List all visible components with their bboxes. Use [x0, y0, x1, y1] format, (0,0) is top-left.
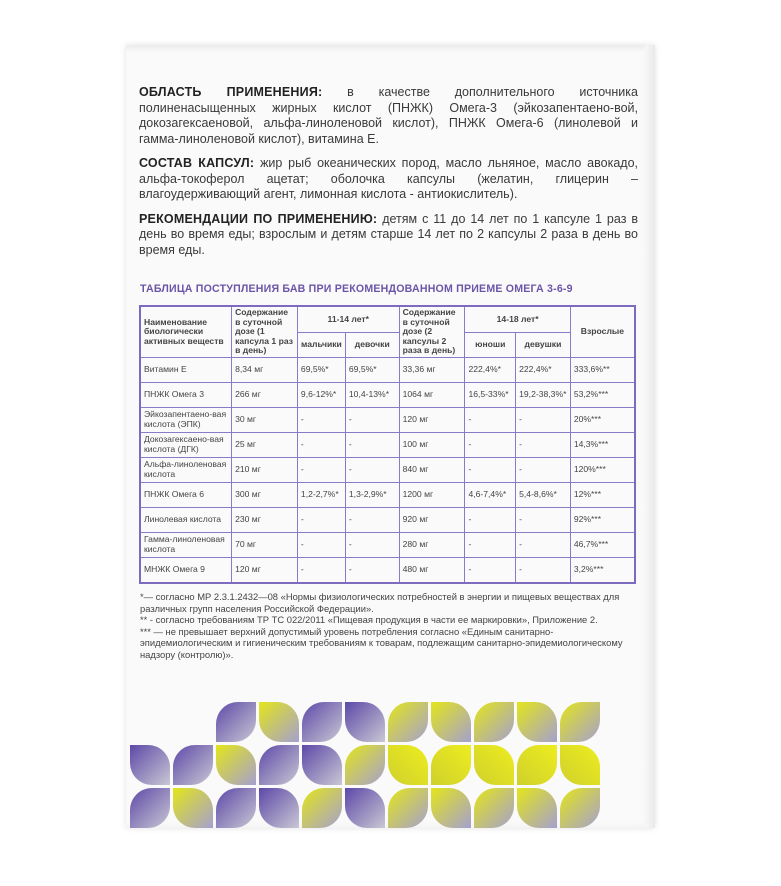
header-boys: мальчики	[297, 332, 345, 357]
cell-dose1: 25 мг	[232, 432, 298, 457]
pattern-tile	[517, 702, 557, 742]
pattern-tile	[388, 745, 428, 785]
cell-boys: -	[297, 507, 345, 532]
cell-girls: 1,3-2,9%*	[345, 482, 399, 507]
pattern-tile	[130, 788, 170, 828]
cell-youths: -	[465, 407, 516, 432]
footnotes	[140, 591, 640, 660]
cell-boys: -	[297, 557, 345, 583]
cell-maidens: -	[516, 432, 571, 457]
pattern-tile	[560, 745, 600, 785]
pattern-tile	[431, 702, 471, 742]
pattern-tile	[474, 702, 514, 742]
pattern-tile	[259, 745, 299, 785]
cell-boys: 9,6-12%*	[297, 382, 345, 407]
table-title: ТАБЛИЦА ПОСТУПЛЕНИЯ БАВ ПРИ РЕКОМЕНДОВАННОМ ПРИЕМЕ ОМЕГА 3-6-9	[140, 283, 573, 295]
area-heading: ОБЛАСТЬ ПРИМЕНЕНИЯ:	[139, 85, 323, 99]
table-row	[140, 482, 635, 507]
cell-name: Гамма-линоленовая кислота	[140, 532, 232, 557]
header-dose1: Содержание в суточной дозе (1 капсула 1 раз в день)	[232, 306, 298, 357]
cell-youths: -	[465, 557, 516, 583]
cell-maidens: -	[516, 457, 571, 482]
table-row	[140, 507, 635, 532]
pattern-tile	[216, 745, 256, 785]
cell-youths: 222,4%*	[465, 357, 516, 382]
pattern-tile	[474, 788, 514, 828]
cell-youths: -	[465, 457, 516, 482]
cell-dose1: 8,34 мг	[232, 357, 298, 382]
cell-girls: -	[345, 507, 399, 532]
cell-youths: 4,6-7,4%*	[465, 482, 516, 507]
header-group-14-18: 14-18 лет*	[465, 306, 570, 332]
cell-dose2: 1064 мг	[399, 382, 465, 407]
cell-dose2: 920 мг	[399, 507, 465, 532]
pattern-tile	[431, 788, 471, 828]
cell-girls: -	[345, 432, 399, 457]
cell-boys: -	[297, 532, 345, 557]
pattern-tile	[388, 788, 428, 828]
cell-youths: -	[465, 532, 516, 557]
header-maidens: девушки	[516, 332, 571, 357]
decorative-pattern	[126, 700, 655, 828]
pattern-tile	[431, 745, 471, 785]
header-group-11-14: 11-14 лет*	[297, 306, 399, 332]
pattern-tile	[173, 745, 213, 785]
cell-dose1: 230 мг	[232, 507, 298, 532]
table-row	[140, 532, 635, 557]
cell-adults: 3,2%***	[570, 557, 635, 583]
pattern-tile	[259, 788, 299, 828]
cell-dose1: 300 мг	[232, 482, 298, 507]
package-back	[126, 45, 655, 828]
cell-adults: 20%***	[570, 407, 635, 432]
composition-paragraph	[139, 156, 638, 203]
cell-adults: 333,6%**	[570, 357, 635, 382]
cell-maidens: -	[516, 532, 571, 557]
cell-dose2: 1200 мг	[399, 482, 465, 507]
cell-youths: 16,5-33%*	[465, 382, 516, 407]
cell-name: Альфа-линоленовая кислота	[140, 457, 232, 482]
cell-dose2: 840 мг	[399, 457, 465, 482]
header-girls: девочки	[345, 332, 399, 357]
cell-name: Витамин Е	[140, 357, 232, 382]
pattern-tile	[345, 788, 385, 828]
cell-dose2: 480 мг	[399, 557, 465, 583]
cell-dose2: 280 мг	[399, 532, 465, 557]
pattern-tile	[216, 702, 256, 742]
cell-dose1: 70 мг	[232, 532, 298, 557]
cell-maidens: -	[516, 407, 571, 432]
table-row	[140, 357, 635, 382]
cell-adults: 12%***	[570, 482, 635, 507]
cell-girls: -	[345, 532, 399, 557]
header-youths: юноши	[465, 332, 516, 357]
cell-boys: -	[297, 457, 345, 482]
table-row	[140, 432, 635, 457]
pattern-tile	[345, 702, 385, 742]
pattern-tile	[345, 745, 385, 785]
pattern-tile	[517, 788, 557, 828]
header-adults: Взрослые	[570, 306, 635, 357]
cell-dose1: 210 мг	[232, 457, 298, 482]
cell-maidens: 19,2-38,3%*	[516, 382, 571, 407]
pattern-tile	[474, 745, 514, 785]
cell-name: МНЖК Омега 9	[140, 557, 232, 583]
table-row	[140, 407, 635, 432]
cell-dose1: 120 мг	[232, 557, 298, 583]
cell-maidens: 5,4-8,6%*	[516, 482, 571, 507]
cell-name: ПНЖК Омега 3	[140, 382, 232, 407]
recommendations-heading: РЕКОМЕНДАЦИИ ПО ПРИМЕНЕНИЮ:	[139, 211, 378, 226]
bav-table	[139, 305, 636, 584]
cell-boys: -	[297, 407, 345, 432]
pattern-tile	[259, 702, 299, 742]
cell-youths: -	[465, 432, 516, 457]
pattern-tile	[173, 788, 213, 828]
table-row	[140, 557, 635, 583]
cell-boys: -	[297, 432, 345, 457]
pattern-tile	[388, 702, 428, 742]
cell-name: Докозагексаено-вая кислота (ДГК)	[140, 432, 232, 457]
pattern-tile	[130, 745, 170, 785]
cell-name: Линолевая кислота	[140, 507, 232, 532]
cell-maidens: -	[516, 557, 571, 583]
description-block	[139, 85, 638, 267]
area-paragraph	[139, 85, 638, 147]
composition-text: жир рыб океанических пород, масло льняное, масло авокадо, альфа-токоферол ацетат; оболочка капсулы (желатин, глицерин – влагоудерживающий агент, лимонная кислота - антиокислитель).	[139, 156, 638, 201]
cell-name: ПНЖК Омега 6	[140, 482, 232, 507]
cell-girls: 10,4-13%*	[345, 382, 399, 407]
pattern-tile	[560, 788, 600, 828]
cell-name: Эйкозапентаено-вая кислота (ЭПК)	[140, 407, 232, 432]
package-top-edge	[126, 45, 655, 53]
cell-dose2: 100 мг	[399, 432, 465, 457]
header-name: Наименование биологически активных веществ	[140, 306, 232, 357]
footnote-2: ** - согласно требованиям ТР ТС 022/2011 «Пищевая продукция в части ее маркировки», Приложение 2.	[140, 614, 598, 625]
table-row	[140, 457, 635, 482]
recommendations-text: детям с 11 до 14 лет по 1 капсуле 1 раз в день во время еды; взрослым и детям старше 14 лет по 2 капсулы 2 раза в день во время еды.	[139, 211, 638, 257]
footnote-1: *— согласно МР 2.3.1.2432—08 «Нормы физиологических потребностей в энергии и пищевых веществах для различных групп населения Российской Федерации».	[140, 591, 620, 614]
cell-girls: 69,5%*	[345, 357, 399, 382]
cell-dose2: 120 мг	[399, 407, 465, 432]
cell-dose2: 33,36 мг	[399, 357, 465, 382]
pattern-tile	[302, 702, 342, 742]
cell-girls: -	[345, 557, 399, 583]
cell-adults: 46,7%***	[570, 532, 635, 557]
cell-boys: 1,2-2,7%*	[297, 482, 345, 507]
pattern-tile	[517, 745, 557, 785]
cell-girls: -	[345, 407, 399, 432]
cell-boys: 69,5%*	[297, 357, 345, 382]
cell-maidens: 222,4%*	[516, 357, 571, 382]
pattern-tile	[302, 788, 342, 828]
cell-youths: -	[465, 507, 516, 532]
footnote-3: *** — не превышает верхний допустимый уровень потребления согласно «Единым санитарно-эпидемиологическим и гигиеническим требованиям к товарам, подлежащим санитарно-эпидемиологическому надзору (контролю)».	[140, 625, 623, 660]
cell-maidens: -	[516, 507, 571, 532]
pattern-tile	[216, 788, 256, 828]
area-text: в качестве дополнительного источника полиненасыщенных жирных кислот (ПНЖК) Омега-3 (эйкозапентаено-вой, докозагексаеновой, альфа-линоленовой кислот), ПНЖК Омега-6 (линолевой и гамма-линоленовой кислот), витамина Е.	[139, 85, 638, 146]
table-row	[140, 382, 635, 407]
header-dose2: Содержание в суточной дозе (2 капсулы 2 раза в день)	[399, 306, 465, 357]
cell-adults: 92%***	[570, 507, 635, 532]
cell-dose1: 30 мг	[232, 407, 298, 432]
recommendations-paragraph	[139, 212, 638, 259]
cell-girls: -	[345, 457, 399, 482]
cell-adults: 53,2%***	[570, 382, 635, 407]
cell-dose1: 266 мг	[232, 382, 298, 407]
cell-adults: 14,3%***	[570, 432, 635, 457]
composition-heading: СОСТАВ КАПСУЛ:	[139, 156, 255, 170]
pattern-tile	[560, 702, 600, 742]
pattern-tile	[302, 745, 342, 785]
cell-adults: 120%***	[570, 457, 635, 482]
